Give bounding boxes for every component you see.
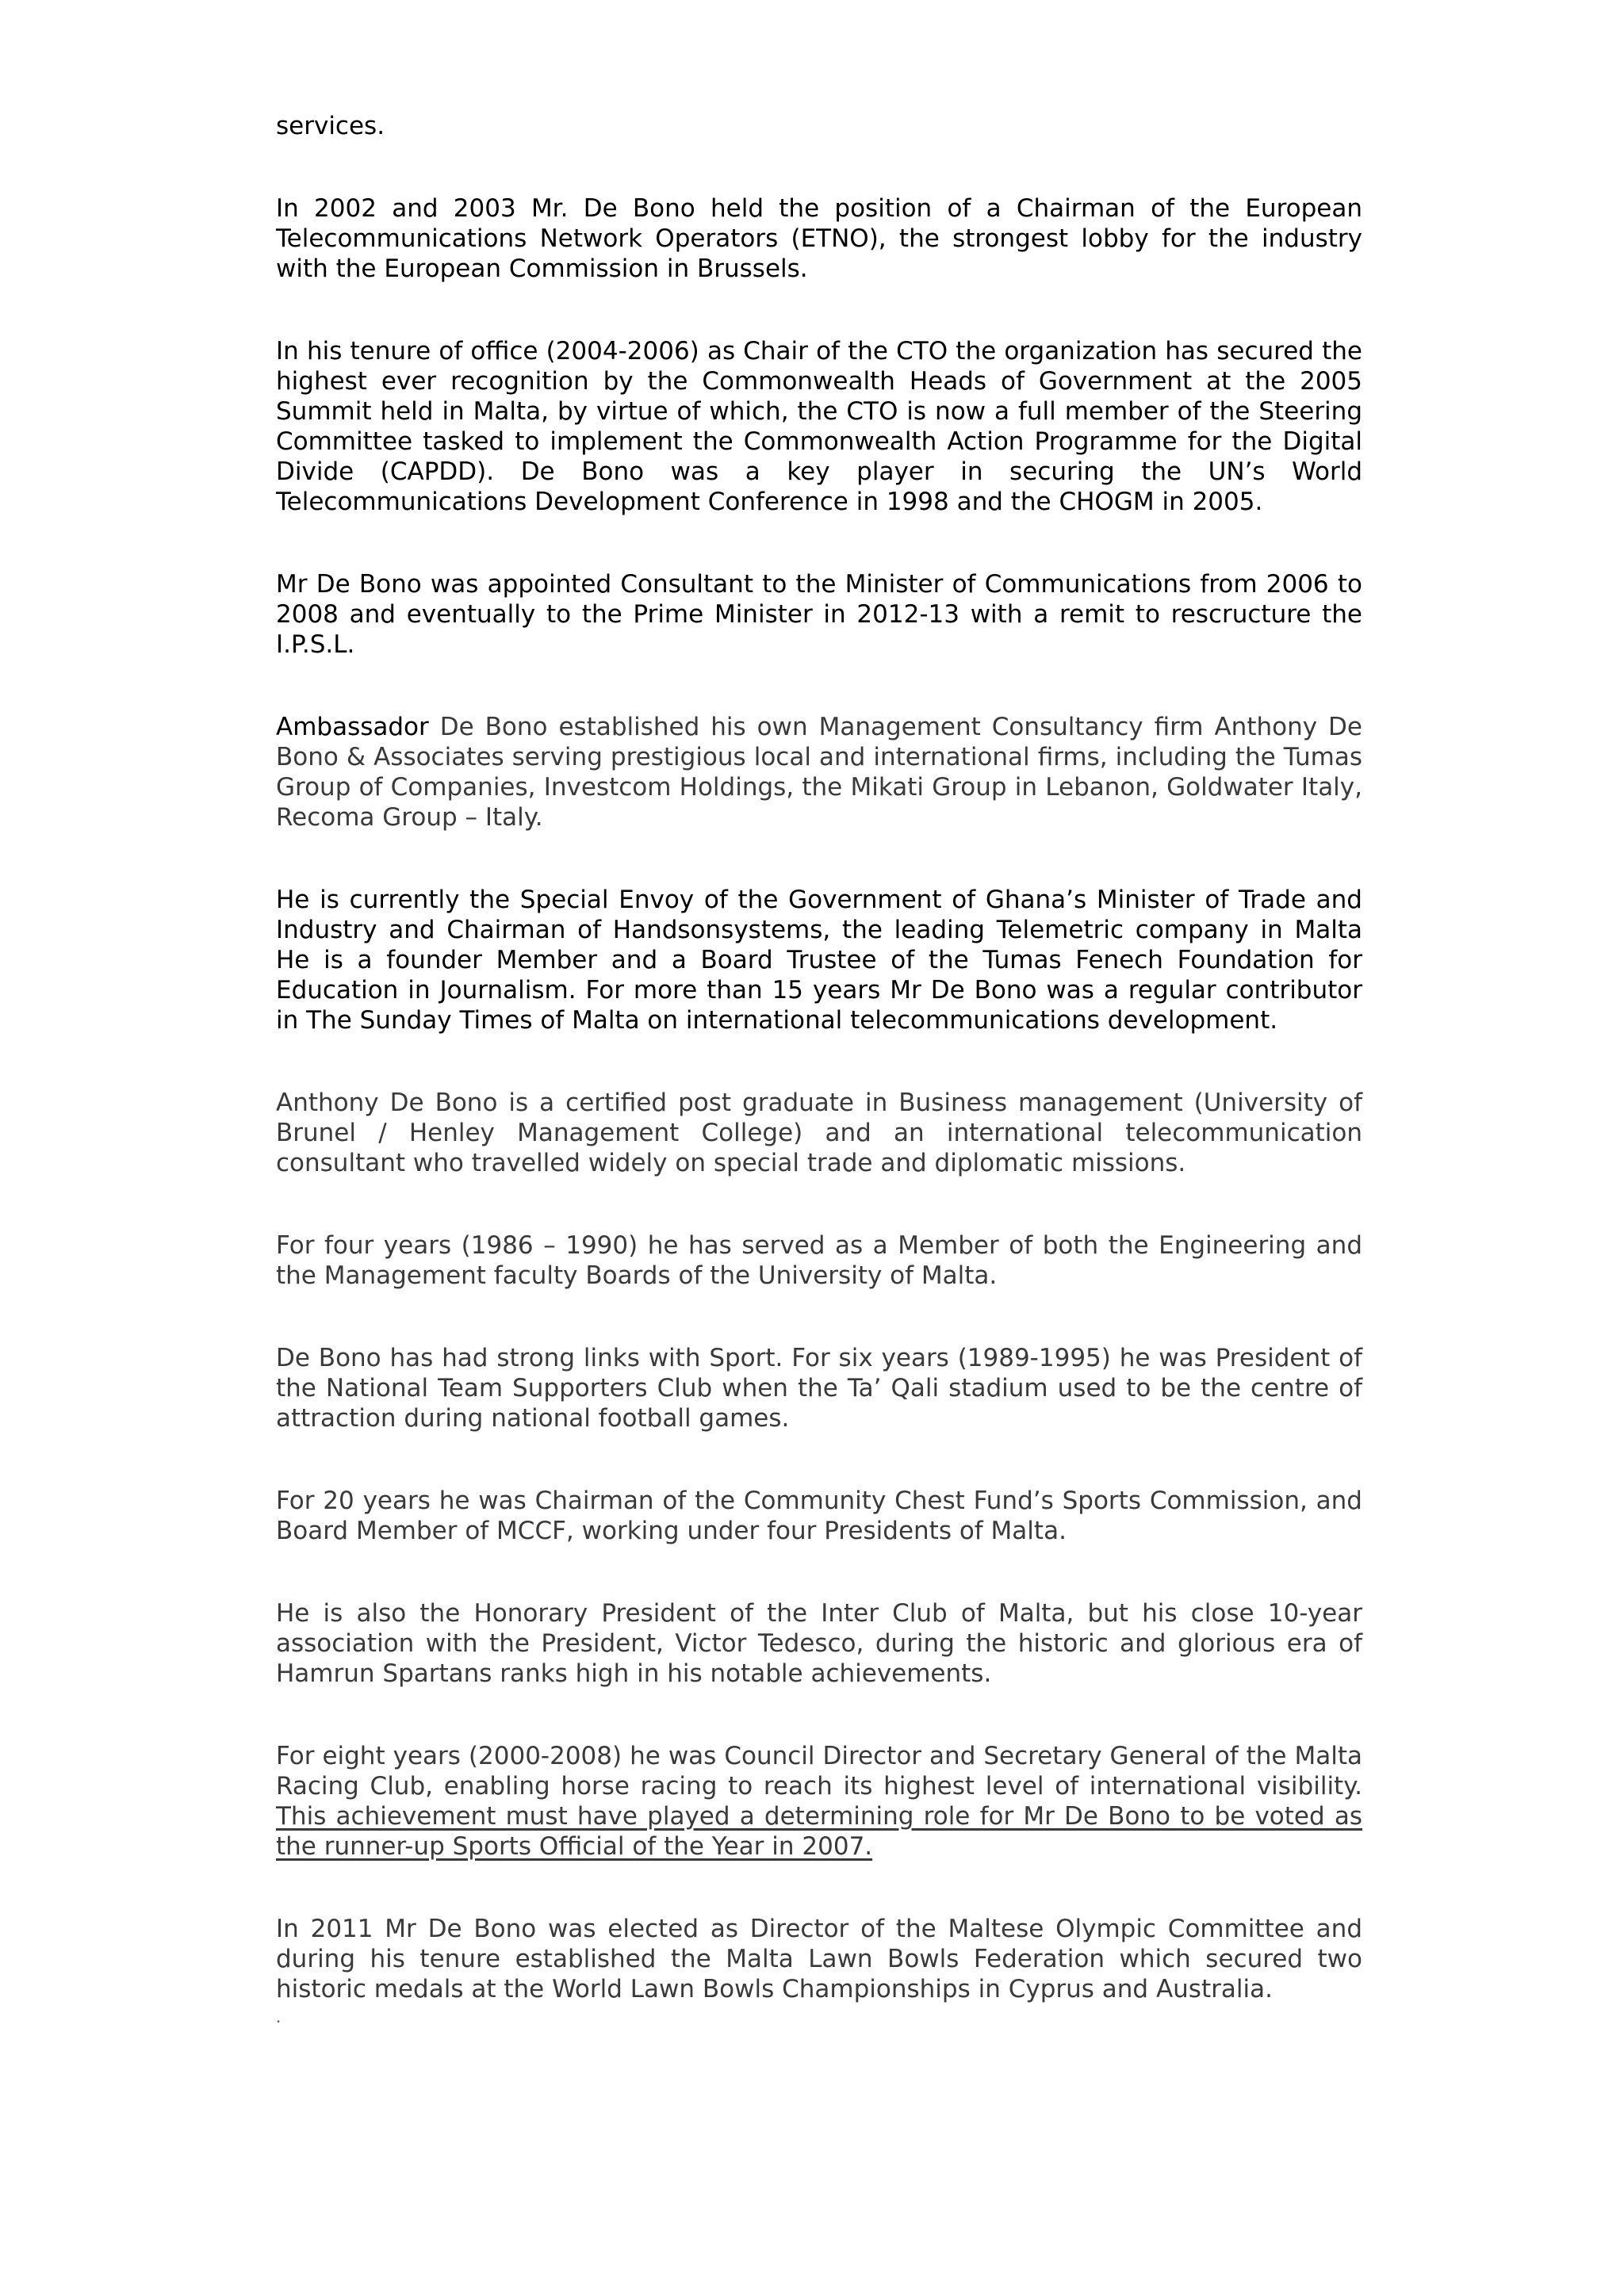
paragraph-cto-tenure: In his tenure of office (2004-2006) as Chair of the CTO the organization has secured the highest ever recognition by the Commonwealth Heads of Government at the 2005 Summit held in Malta, by virtue of which, the CTO is now a full member of the Steering Committee tasked to implement the Commonwealth Action Programme for the Digital Divide (CAPDD). De Bono was a key player in securing the UN’s World Telecommunications Development Conference in 1998 and the CHOGM in 2005. (276, 337, 1362, 516)
paragraph-community-chest: For 20 years he was Chairman of the Community Chest Fund’s Sports Commission, and Board Member of MCCF, working under four Presidents of Malta. (276, 1487, 1362, 1545)
ambassador-lead-word: Ambassador (276, 713, 429, 741)
paragraph-etno-chairman: In 2002 and 2003 Mr. De Bono held the position of a Chairman of the European Telecommunications Network Operators (ETNO), the strongest lobby for the industry with the European Commission in Brussels. (276, 194, 1362, 283)
paragraph-education: Anthony De Bono is a certified post graduate in Business management (University of Brunel / Henley Management College) and an international telecommunication consultant who travelled widely on special trade and diplomatic missions. (276, 1089, 1362, 1177)
paragraph-sport-links: De Bono has had strong links with Sport. For six years (1989-1995) he was President of the National Team Supporters Club when the Ta’ Qali stadium used to be the centre of attraction during national football games. (276, 1344, 1362, 1433)
paragraph-services-fragment: services. (276, 112, 385, 140)
paragraph-special-envoy: He is currently the Special Envoy of the Government of Ghana’s Minister of Trade and Industry and Chairman of Handsonsystems, the leading Telemetric company in Malta He is a founder Member and a Board Trustee of the Tumas Fenech Foundation for Education in Journalism. For more than 15 years Mr De Bono was a regular contributor in The Sunday Times of Malta on international telecommunications development. (276, 886, 1362, 1035)
runner-up-underlined-text: This achievement must have played a determining role for Mr De Bono to be voted as the runner-up Sports Official of the Year in 2007. (276, 1802, 1362, 1861)
trailing-dot: . (276, 2007, 282, 2026)
paragraph-university-boards: For four years (1986 – 1990) he has served as a Member of both the Engineering and the Management faculty Boards of the University of Malta. (276, 1231, 1362, 1290)
paragraph-inter-club: He is also the Honorary President of the Inter Club of Malta, but his close 10-year association with the President, Victor Tedesco, during the historic and glorious era of Hamrun Spartans ranks high in his notable achievements. (276, 1599, 1362, 1688)
consultancy-firm-text: De Bono established his own Management Consultancy firm Anthony De Bono & Associates serving prestigious local and international firms, including the Tumas Group of Companies, Investcom Holdings, the Mikati Group in Lebanon, Goldwater Italy, Recoma Group – Italy. (276, 713, 1362, 832)
paragraph-malta-racing-club (276, 1741, 1362, 1862)
racing-club-text: For eight years (2000-2008) he was Council Director and Secretary General of the Malta Racing Club, enabling horse racing to reach its highest level of international visibility. (276, 1742, 1362, 1800)
document-body (276, 111, 1362, 2025)
paragraph-consultant-minister: Mr De Bono was appointed Consultant to the Minister of Communications from 2006 to 2008 and eventually to the Prime Minister in 2012-13 with a remit to rescructure the I.P.S.L. (276, 570, 1362, 659)
paragraph-consultancy-firm (276, 712, 1362, 832)
paragraph-olympic-committee: In 2011 Mr De Bono was elected as Director of the Maltese Olympic Committee and during his tenure established the Malta Lawn Bowls Federation which secured two historic medals at the World Lawn Bowls Championships in Cyprus and Australia. (276, 1915, 1362, 2003)
